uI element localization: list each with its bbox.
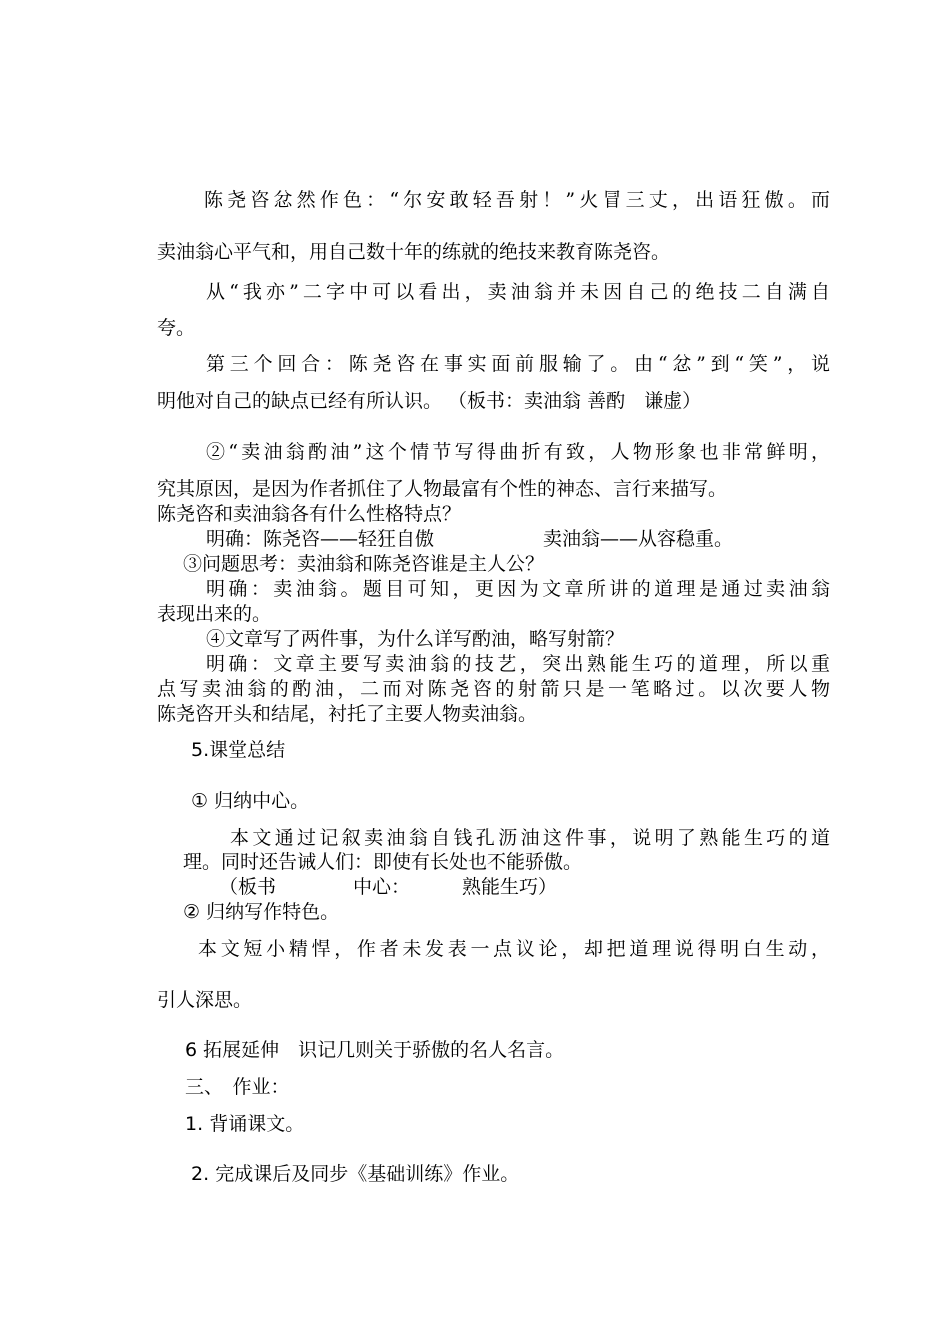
subsection-number: ①: [191, 790, 209, 812]
answer-line: 陈尧咨开头和结尾，衬托了主要人物卖油翁。: [157, 703, 538, 725]
answer-line: 卖油翁——从容稳重。: [543, 528, 734, 550]
board-note: （板书: [219, 876, 277, 898]
paragraph-line: 卖油翁心平气和，用自己数十年的练就的绝技来教育陈尧咨。: [157, 241, 671, 263]
section-title: 课堂总结: [209, 739, 286, 761]
answer-line: 明确：卖油翁。题目可知，更因为文章所讲的道理是通过卖油翁: [206, 578, 830, 600]
answer-line: 点写卖油翁的酌油，二而对陈尧咨的射箭只是一笔略过。以次要人物: [157, 678, 830, 700]
section-number: 5.: [191, 739, 210, 761]
subsection-title: 归纳写作特色。: [206, 901, 340, 923]
question-line: ③问题思考：卖油翁和陈尧咨谁是主人公？: [183, 553, 545, 575]
homework-heading: 三、 作业：: [185, 1076, 290, 1098]
homework-number: 1.: [185, 1113, 204, 1135]
subsection-heading: [183, 900, 339, 924]
subsection-heading: [191, 789, 309, 813]
answer-line: 表现出来的。: [157, 603, 272, 625]
homework-number: 2.: [191, 1163, 210, 1185]
paragraph-line: 夸。: [157, 317, 196, 339]
paragraph-line: 理。同时还告诫人们：即使有长处也不能骄傲。: [183, 851, 583, 873]
section-number: 6: [185, 1039, 198, 1061]
homework-text: 完成课后及同步《基础训练》作业。: [215, 1163, 520, 1185]
paragraph-line: 陈尧咨忿然作色：“尔安敢轻吾射！”火冒三丈，出语狂傲。而: [204, 189, 830, 211]
paragraph-line: 引人深思。: [157, 989, 253, 1011]
board-note: 中心：: [353, 876, 411, 898]
homework-item: [191, 1162, 519, 1186]
paragraph-line: 陈尧咨和卖油翁各有什么性格特点？: [157, 503, 462, 525]
question-line: ④文章写了两件事，为什么详写酌油，略写射箭？: [206, 628, 625, 650]
answer-line: 明确：陈尧咨——轻狂自傲: [206, 528, 435, 550]
homework-item: [185, 1112, 304, 1136]
paragraph-line: 本文短小精悍，作者未发表一点议论，却把道理说得明白生动，: [198, 938, 830, 960]
paragraph-line: 从“我亦”二字中可以看出，卖油翁并未因自己的绝技二自满自: [206, 281, 830, 303]
section-title: 拓展延伸 识记几则关于骄傲的名人名言。: [203, 1039, 565, 1061]
paragraph-line: 本文通过记叙卖油翁自钱孔沥油这件事，说明了熟能生巧的道: [230, 827, 830, 849]
paragraph-line: 明他对自己的缺点已经有所认识。 （板书：卖油翁 善酌 谦虚）: [157, 390, 702, 412]
board-note: 熟能生巧）: [462, 876, 558, 898]
paragraph-line: 究其原因，是因为作者抓住了人物最富有个性的神态、言行来描写。: [157, 478, 728, 500]
section-heading: [185, 1038, 564, 1062]
paragraph-line: ②“卖油翁酌油”这个情节写得曲折有致，人物形象也非常鲜明，: [206, 441, 830, 463]
paragraph-line: 第三个回合：陈尧咨在事实面前服输了。由“忿”到“笑”，说: [206, 353, 830, 375]
homework-text: 背诵课文。: [209, 1113, 305, 1135]
section-heading: [191, 738, 285, 762]
subsection-number: ②: [183, 901, 201, 923]
subsection-title: 归纳中心。: [214, 790, 310, 812]
answer-line: 明确：文章主要写卖油翁的技艺，突出熟能生巧的道理，所以重: [206, 653, 830, 675]
